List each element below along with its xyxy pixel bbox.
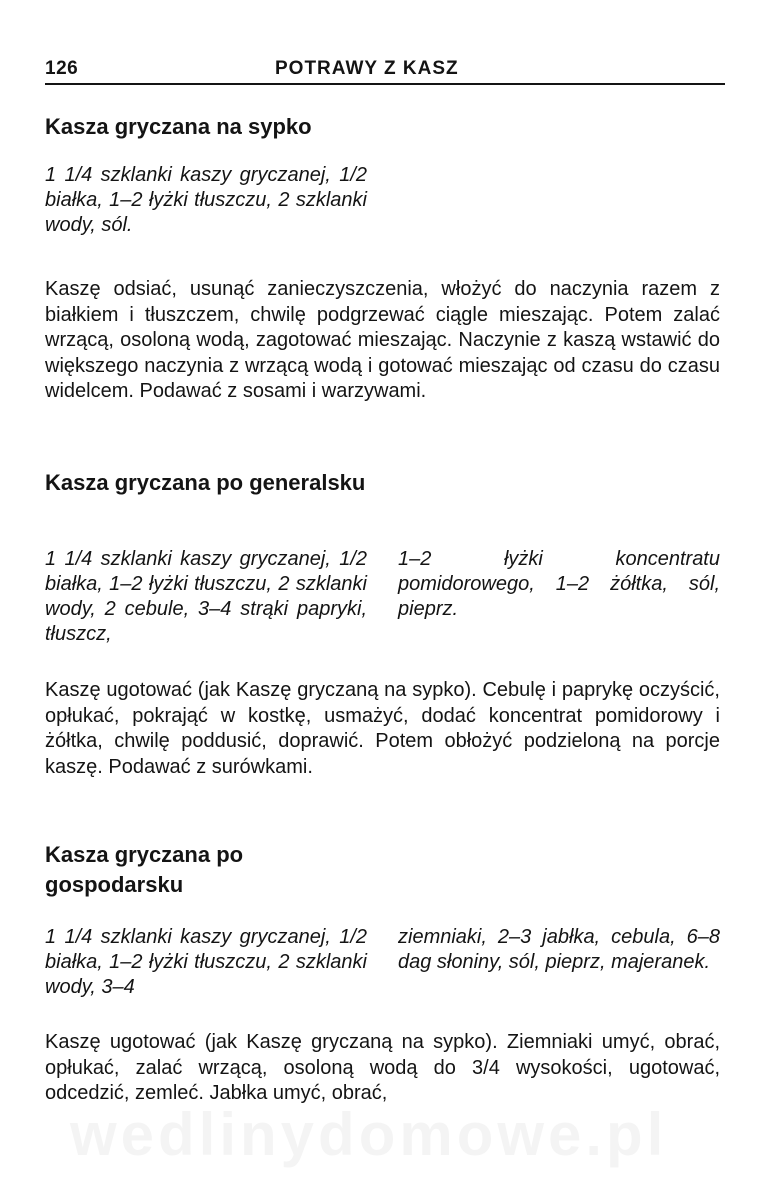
watermark — [70, 1100, 667, 1169]
recipe-title: Kasza gryczana po gospodarsku — [45, 842, 244, 897]
running-title: POTRAWY Z KASZ — [275, 58, 459, 79]
recipe-ingredients: 1 1/4 szklanki kaszy gryczanej, 1/2 białka, 1–2 łyżki tłuszczu, 2 szklanki wody, 2 cebule, 3–4 strąki papryki, tłuszcz, — [45, 548, 367, 645]
recipe-instructions: Kaszę ugotować (jak Kaszę gryczaną na sypko). Cebulę i paprykę oczyścić, opłukać, pokrająć w kostkę, usmażyć, dodać koncentrat pomidorowy i żółtka, chwilę poddusić, doprawić. Potem obłożyć podzieloną na porcje kaszę. Podawać z surówkami. — [45, 679, 720, 778]
book-page — [45, 50, 725, 1200]
running-head — [45, 50, 725, 85]
recipe-ingredients: 1 1/4 szklanki kaszy gryczanej, 1/2 białka, 1–2 łyżki tłuszczu, 2 szklanki wody, sól. — [45, 164, 367, 236]
recipe-instructions: Kaszę odsiać, usunąć zanieczyszczenia, włożyć do naczynia razem z białkiem i tłuszczem, chwilę podgrzewać ciągle mieszając. Potem zalać wrzącą, osoloną wodą, zagotować mieszając. Naczynie z kaszą wstawić do większego naczynia z wrzącą wodą i gotować mieszając od czasu do czasu widelcem. Podawać z sosami i warzywami. — [45, 278, 720, 402]
recipe-instructions: Kaszę ugotować (jak Kaszę gryczaną na sypko). Ziemniaki umyć, obrać, opłukać, zalać wrzącą, osoloną wodą do 3/4 wysokości, ugotować, odcedzić, zemleć. Jabłka umyć, obrać, — [45, 1031, 720, 1104]
recipe-title: Kasza gryczana po generalsku — [45, 470, 366, 495]
page-number: 126 — [45, 58, 79, 79]
recipe-ingredients-continued: ziemniaki, 2–3 jabłka, cebula, 6–8 dag słoniny, sól, pieprz, majeranek. — [398, 926, 720, 973]
recipe-ingredients-continued: 1–2 łyżki koncentratu pomidorowego, 1–2 żółtka, sól, pieprz. — [398, 548, 720, 620]
recipe-ingredients: 1 1/4 szklanki kaszy gryczanej, 1/2 białka, 1–2 łyżki tłuszczu, 2 szklanki wody, 3–4 — [45, 926, 367, 998]
recipe-title: Kasza gryczana na sypko — [45, 114, 312, 139]
